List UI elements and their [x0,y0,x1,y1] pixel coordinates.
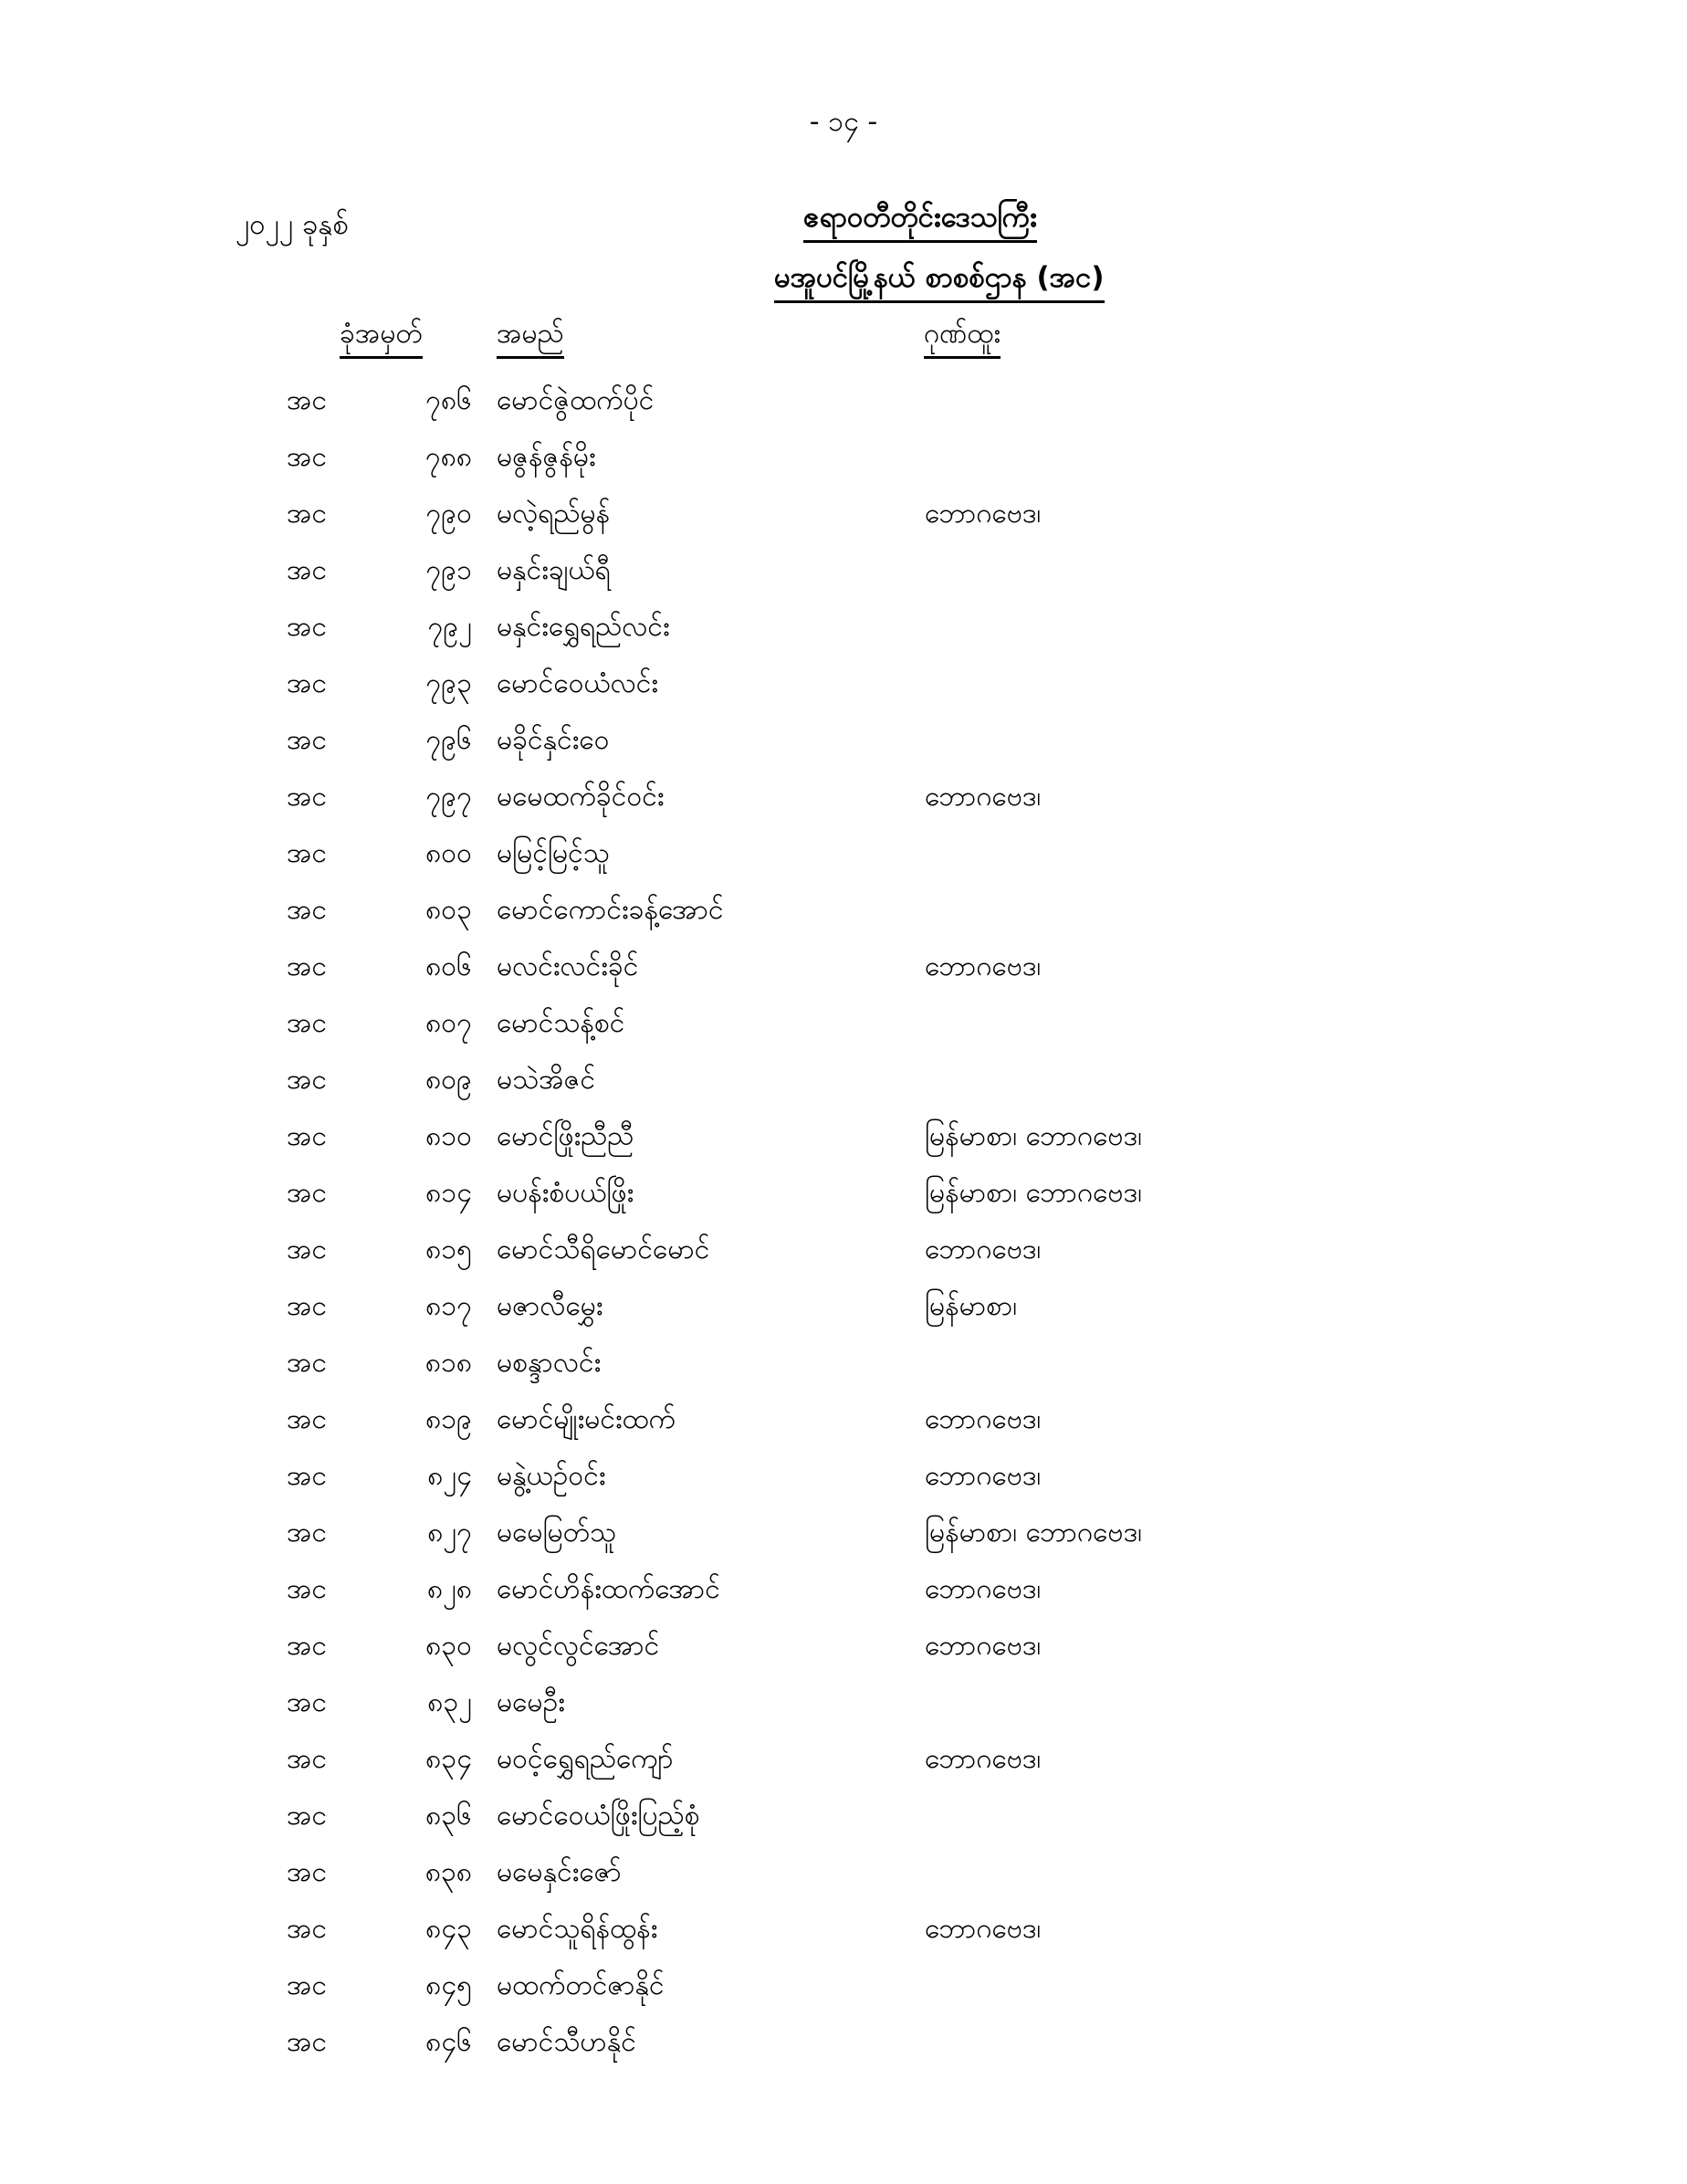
exam-code-prefix: အင [287,1460,328,1492]
distinction-subjects: ဘောဂဗေဒ၊ [925,1573,1042,1605]
candidate-name: မောင်မျိုးမင်းထက် [497,1403,676,1435]
roll-number: ၈၁၀ [425,1120,472,1152]
exam-code-prefix: အင [287,1517,328,1549]
roll-number: ၇၉၃ [425,667,472,699]
table-row [0,995,1687,1052]
candidate-name: မောင်ဖြိုးညီညီ [497,1120,634,1152]
exam-code-prefix: အင [287,724,328,756]
table-row [0,1391,1687,1448]
candidate-name: မနွဲ့ယဉ်ဝင်း [497,1460,606,1492]
exam-code-prefix: အင [287,1686,328,1718]
table-row [0,1052,1687,1108]
table-row [0,712,1687,769]
distinction-subjects: ဘောဂဗေဒ၊ [925,781,1042,813]
page-number: - ၁၄ - [809,106,878,138]
table-row [0,373,1687,429]
roll-number: ၈၂၄ [427,1460,472,1492]
candidate-name: မမေဦး [497,1686,565,1718]
roll-number: ၈၃၂ [427,1686,472,1718]
candidate-name: မလွင်လွင်အောင် [497,1630,660,1662]
exam-code-prefix: အင [287,1630,328,1662]
table-row [0,486,1687,542]
region-title: ဧရာဝတီတိုင်းဒေသကြီး [803,197,1037,243]
roll-number: ၈၁၉ [425,1403,472,1435]
roll-number: ၈၄၆ [425,2026,472,2058]
table-row [0,939,1687,995]
candidate-name: မသဲအိဇင် [497,1064,596,1096]
table-row [0,1335,1687,1391]
exam-code-prefix: အင [287,1743,328,1775]
candidate-name: မဇွန်ဇွန်မိုး [497,441,596,473]
exam-code-prefix: အင [287,1007,328,1039]
exam-code-prefix: အင [287,554,328,586]
roll-number: ၈၂၈ [426,1573,472,1605]
exam-code-prefix: အင [287,950,328,982]
table-row [0,656,1687,712]
roll-number: ၈၃၀ [425,1630,472,1662]
table-row [0,542,1687,599]
exam-code-prefix: အင [287,1290,328,1322]
roll-number: ၈၄၅ [425,1969,472,2001]
candidate-name: မဇာလီမွှေး [497,1290,603,1322]
exam-code-prefix: အင [287,894,328,926]
table-row [0,1505,1687,1561]
roll-number: ၇၈၈ [424,441,472,473]
exam-code-prefix: အင [287,1856,328,1888]
table-row [0,1278,1687,1335]
candidate-name: မခိုင်နှင်းဝေ [497,724,610,756]
roll-number: ၈၁၅ [425,1234,472,1265]
distinction-subjects: မြန်မာစာ၊ [925,1290,1018,1322]
column-header-name: အမည် [497,314,564,359]
roll-number: ၇၉၀ [425,498,472,530]
exam-code-prefix: အင [287,1913,328,1945]
table-row [0,882,1687,939]
candidate-name: မလင်းလင်းခိုင် [497,950,639,982]
roll-number: ၈၄၃ [425,1913,472,1945]
exam-code-prefix: အင [287,837,328,869]
candidate-name: မောင်ဟိန်းထက်အောင် [497,1573,720,1605]
candidate-name: မောင်ဝေယံလင်း [497,667,659,699]
column-header-roll-number: ခုံအမှတ် [340,314,423,359]
exam-code-prefix: အင [287,498,328,530]
table-row [0,1958,1687,2014]
table-row [0,429,1687,486]
candidate-name: မလဲ့ရည်မွန် [497,498,611,530]
candidate-list [0,373,1687,2071]
exam-code-prefix: အင [287,781,328,813]
roll-number: ၈၀၀ [425,837,472,869]
exam-code-prefix: အင [287,1234,328,1265]
exam-code-prefix: အင [287,1800,328,1832]
roll-number: ၈၃၄ [425,1743,472,1775]
roll-number: ၇၉၂ [427,611,472,643]
exam-code-prefix: အင [287,384,328,416]
exam-code-prefix: အင [287,1120,328,1152]
distinction-subjects: ဘောဂဗေဒ၊ [925,1403,1042,1435]
roll-number: ၇၉၁ [425,554,472,586]
distinction-subjects: ဘောဂဗေဒ၊ [925,498,1042,530]
candidate-name: မမြင့်မြင့်သူ [497,837,610,869]
table-row [0,825,1687,882]
candidate-name: မောင်သန့်စင် [497,1007,625,1039]
distinction-subjects: မြန်မာစာ၊ ဘောဂဗေဒ၊ [925,1517,1142,1549]
exam-code-prefix: အင [287,2026,328,2058]
candidate-name: မနှင်းချယ်ရီ [497,554,611,586]
table-row [0,1165,1687,1222]
roll-number: ၇၉၆ [425,724,472,756]
exam-code-prefix: အင [287,1064,328,1096]
roll-number: ၈၁၇ [425,1290,472,1322]
candidate-name: မထက်တင်ဇာနိုင် [497,1969,665,2001]
exam-center-title: မအူပင်မြို့နယ် စာစစ်ဌာန (အင) [774,257,1105,303]
distinction-subjects: ဘောဂဗေဒ၊ [925,1630,1042,1662]
candidate-name: မောင်ကောင်းခန့်အောင် [497,894,724,926]
candidate-name: မဝင့်ရွှေရည်ကျော် [497,1743,674,1775]
table-row [0,1561,1687,1618]
table-row [0,1731,1687,1788]
roll-number: ၈၂၇ [427,1517,472,1549]
distinction-subjects: ဘောဂဗေဒ၊ [925,950,1042,982]
table-row [0,2014,1687,2071]
candidate-name: မောင်ဝေယံဖြိုးပြည့်စုံ [497,1800,700,1832]
table-row [0,1448,1687,1505]
distinction-subjects: ဘောဂဗေဒ၊ [925,1234,1042,1265]
roll-number: ၇၈၆ [425,384,472,416]
column-header-distinction: ဂုဏ်ထူး [924,314,1001,359]
distinction-subjects: ဘောဂဗေဒ၊ [925,1460,1042,1492]
table-row [0,1901,1687,1958]
table-row [0,769,1687,825]
distinction-subjects: ဘောဂဗေဒ၊ [925,1913,1042,1945]
distinction-subjects: မြန်မာစာ၊ ဘောဂဗေဒ၊ [925,1177,1142,1209]
roll-number: ၈၀၉ [425,1064,472,1096]
exam-code-prefix: အင [287,1573,328,1605]
exam-code-prefix: အင [287,441,328,473]
roll-number: ၈၀၇ [425,1007,472,1039]
roll-number: ၇၉၇ [425,781,472,813]
exam-code-prefix: အင [287,667,328,699]
candidate-name: မပန်းစံပယ်ဖြိုး [497,1177,634,1209]
roll-number: ၈၁၈ [424,1347,472,1379]
table-row [0,1618,1687,1675]
roll-number: ၈၀၃ [425,894,472,926]
table-row [0,1675,1687,1731]
exam-code-prefix: အင [287,1347,328,1379]
distinction-subjects: မြန်မာစာ၊ ဘောဂဗေဒ၊ [925,1120,1142,1152]
candidate-name: မမေနှင်းဇော် [497,1856,622,1888]
exam-code-prefix: အင [287,1177,328,1209]
table-row [0,1788,1687,1844]
table-row [0,1222,1687,1278]
roll-number: ၈၀၆ [425,950,472,982]
candidate-name: မောင်ဇွဲထက်ပိုင် [497,384,655,416]
distinction-subjects: ဘောဂဗေဒ၊ [925,1743,1042,1775]
candidate-name: မမေမြတ်သူ [497,1517,616,1549]
table-row [0,1844,1687,1901]
roll-number: ၈၃၈ [424,1856,472,1888]
roll-number: ၈၃၆ [425,1800,472,1832]
candidate-name: မမေထက်ခိုင်ဝင်း [497,781,665,813]
year-label: ၂၀၂၂ ခုနှစ် [236,208,349,241]
roll-number: ၈၁၄ [425,1177,472,1209]
candidate-name: မနှင်းရွှေရည်လင်း [497,611,670,643]
table-row [0,599,1687,656]
candidate-name: မစန္ဒာလင်း [497,1347,602,1379]
candidate-name: မောင်သီဟနိုင် [497,2026,636,2058]
exam-code-prefix: အင [287,1403,328,1435]
candidate-name: မောင်သီရိမောင်မောင် [497,1234,710,1265]
exam-code-prefix: အင [287,1969,328,2001]
candidate-name: မောင်သူရိန်ထွန်း [497,1913,658,1945]
table-row [0,1108,1687,1165]
exam-code-prefix: အင [287,611,328,643]
